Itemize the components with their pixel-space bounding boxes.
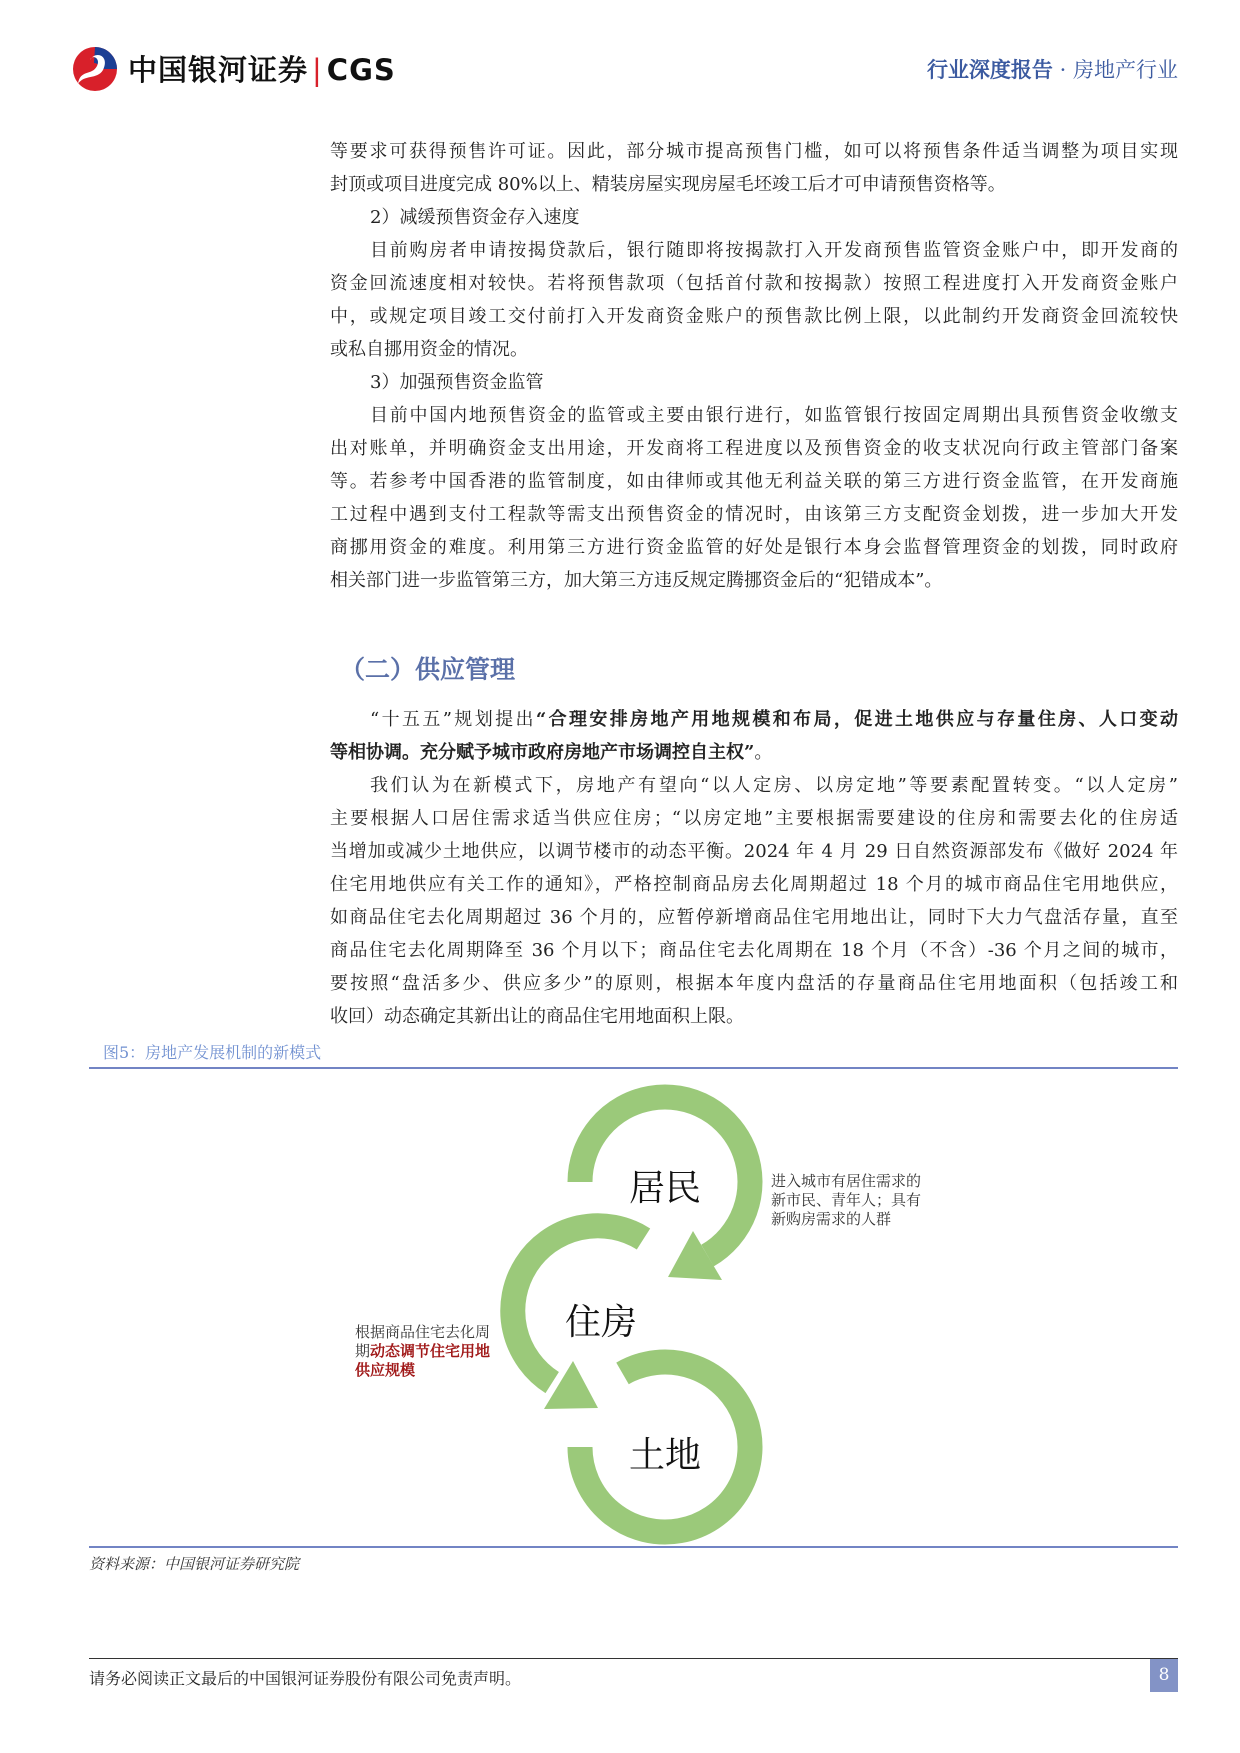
report-type: 行业深度报告 <box>926 57 1053 82</box>
paragraph-line: 相关部门进一步监管第三方，加大第三方违反规定腾挪资金后的“犯错成本”。 <box>330 570 943 591</box>
paragraph-line: 封顶或项目进度完成 80%以上、精装房屋实现房屋毛坯竣工后才可申请预售资格等。 <box>330 174 1006 195</box>
note-line: 根据商品住宅去化周 <box>355 1323 491 1341</box>
paragraph-line: 工过程中遇到支付工程款等需支出预售资金的情况时，由该第三方支配资金划拨，进一步加大开发 <box>330 504 1178 525</box>
note-line: 新市民、青年人；具有 <box>771 1191 922 1209</box>
residents-note <box>771 1172 921 1229</box>
paragraph-line: 资金回流速度相对较快。若将预售款项（包括首付款和按揭款）按照工程进度打入开发商资金账户 <box>330 273 1178 294</box>
header-dot: · <box>1059 58 1067 82</box>
housing-note <box>355 1323 490 1380</box>
node-land: 土地 <box>629 1435 702 1476</box>
paragraph-line: 主要根据人口居住需求适当供应住房；“以房定地”主要根据需要建设的住房和需要去化的住房适 <box>330 808 1178 829</box>
figure-source: 资料来源：中国银河证券研究院 <box>89 1555 300 1573</box>
node-housing: 住房 <box>565 1302 638 1343</box>
note-line: 进入城市有居住需求的 <box>771 1172 922 1190</box>
figure-bottom-rule <box>89 1546 1178 1548</box>
text-normal: “十五五”规划提出 <box>370 709 536 730</box>
paragraph-line: 我们认为在新模式下，房地产有望向“以人定房、以房定地”等要素配置转变。“以人定房” <box>370 775 1178 796</box>
note-line: 新购房需求的人群 <box>771 1210 892 1228</box>
text-bold: “合理安排房地产用地规模和布局，促进土地供应与存量住房、人口变动 <box>535 709 1178 730</box>
paragraph-line: 如商品住宅去化周期超过 36 个月的，应暂停新增商品住宅用地出让，同时下大力气盘活存量，直至 <box>330 907 1178 928</box>
subheading: 2）减缓预售资金存入速度 <box>370 207 580 228</box>
note-highlight: 动态调节住宅用地 <box>370 1342 491 1360</box>
paragraph-line: 目前中国内地预售资金的监管或主要由银行进行，如监管银行按固定周期出具预售资金收缴支 <box>370 405 1178 426</box>
paragraph-line: 商挪用资金的难度。利用第三方进行资金监管的好处是银行本身会监督管理资金的划拨，同时政府 <box>330 537 1178 558</box>
text-bold: 等相协调。充分赋予城市政府房地产市场调控自主权” <box>330 742 755 763</box>
paragraph-line: 商品住宅去化周期降至 36 个月以下；商品住宅去化周期在 18 个月（不含）-36 个月之间的城市， <box>330 940 1178 961</box>
paragraph-line: 目前购房者申请按揭贷款后，银行随即将按揭款打入开发商预售监管资金账户中，即开发商的 <box>370 240 1178 261</box>
brand-en: CGS <box>326 53 396 87</box>
paragraph-line: 收回）动态确定其新出让的商品住宅用地面积上限。 <box>330 1006 744 1027</box>
footer-rule <box>89 1658 1178 1659</box>
brand-separator: | <box>312 53 323 87</box>
node-residents: 居民 <box>629 1168 702 1209</box>
paragraph-line: 出对账单，并明确资金支出用途，开发商将工程进度以及预售资金的收支状况向行政主管部门备案 <box>330 438 1178 459</box>
paragraph-line: 当增加或减少土地供应，以调节楼市的动态平衡。2024 年 4 月 29 日自然资源部发布《做好 2024 年 <box>330 841 1178 862</box>
paragraph-line: 等。若参考中国香港的监管制度，如由律师或其他无利益关联的第三方进行资金监管，在开发商施 <box>330 471 1178 492</box>
note-line <box>355 1342 490 1361</box>
paragraph-line: 要按照“盘活多少、供应多少”的原则，根据本年度内盘活的存量商品住宅用地面积（包括竣工和 <box>330 973 1178 994</box>
paragraph-line: 等要求可获得预售许可证。因此，部分城市提高预售门槛，如可以将预售条件适当调整为项目实现 <box>330 141 1178 162</box>
paragraph-line: 或私自挪用资金的情况。 <box>330 339 528 360</box>
note-text: 期 <box>355 1342 371 1360</box>
paragraph-line: 中，或规定项目竣工交付前打入开发商资金账户的预售款比例上限，以此制约开发商资金回流较快 <box>330 306 1178 327</box>
subheading: 3）加强预售资金监管 <box>370 372 544 393</box>
page-number: 8 <box>1150 1659 1178 1692</box>
section-title: （二）供应管理 <box>340 655 516 684</box>
footer-disclaimer: 请务必阅读正文最后的中国银河证券股份有限公司免责声明。 <box>89 1669 522 1688</box>
paragraph-line: 住宅用地供应有关工作的通知》，严格控制商品房去化周期超过 18 个月的城市商品住宅用地供应， <box>330 874 1178 895</box>
text-normal: 。 <box>754 742 773 763</box>
industry-name: 房地产行业 <box>1073 58 1178 82</box>
note-highlight: 供应规模 <box>355 1361 416 1379</box>
brand-cn: 中国银河证券 <box>128 53 309 87</box>
figure-caption: 图5：房地产发展机制的新模式 <box>103 1043 322 1062</box>
